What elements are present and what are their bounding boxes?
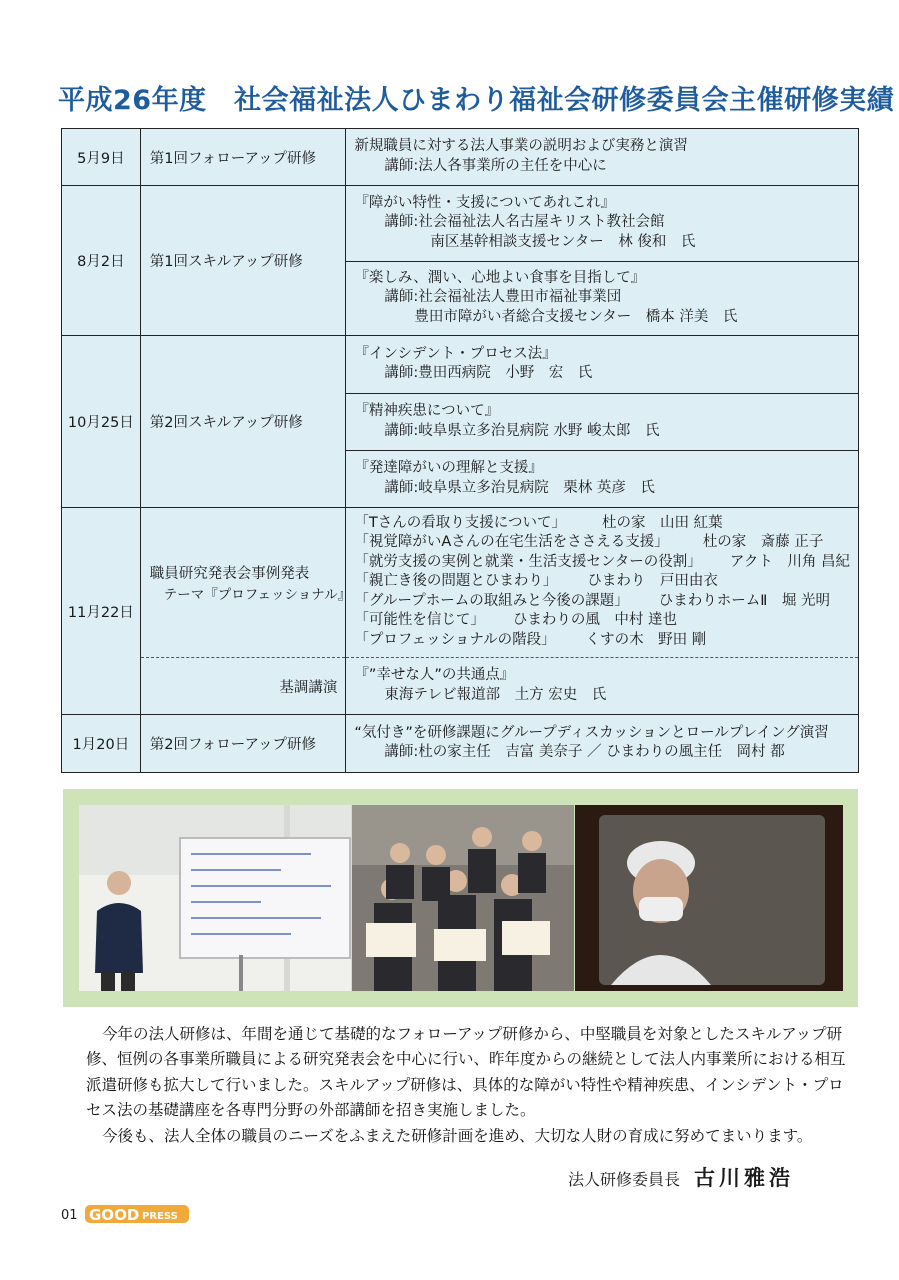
presentation-item bbox=[354, 611, 850, 631]
table-row bbox=[62, 508, 859, 658]
lecture-photo bbox=[79, 805, 351, 991]
lecturer-line: 講師:豊田西病院 小野 宏 氏 bbox=[384, 365, 593, 381]
presentation-item bbox=[354, 631, 850, 651]
training-name-cell bbox=[140, 508, 352, 658]
detail-cell bbox=[346, 715, 859, 773]
detail-cell bbox=[346, 451, 859, 508]
date-cell: 10月25日 bbox=[62, 336, 141, 508]
lecture-title: 『”幸せな人”の共通点』 bbox=[354, 667, 515, 683]
presenter: ひまわりホームⅡ 堀 光明 bbox=[658, 592, 830, 609]
lecturer-line: 東海テレビ報道部 土方 宏史 氏 bbox=[384, 686, 607, 703]
lecturer-line: 講師:社会福祉法人名古屋キリスト教社会館 bbox=[384, 214, 665, 231]
presentation-list bbox=[346, 508, 859, 658]
detail-line: “気付き”を研修課題にグループディスカッションとロールプレイング演習 bbox=[354, 724, 829, 741]
detail-cell bbox=[346, 129, 859, 186]
date-cell: 5月9日 bbox=[62, 129, 141, 186]
training-schedule-table bbox=[61, 128, 859, 773]
detail-cell bbox=[346, 262, 859, 336]
presentation-topic: 「プロフェッショナルの階段」 bbox=[354, 631, 556, 648]
keynote-label: 基調講演 bbox=[140, 658, 346, 715]
signature-role: 法人研修委員長 bbox=[568, 1170, 681, 1189]
video-screen-photo bbox=[575, 805, 843, 991]
date-cell: 1月20日 bbox=[62, 715, 141, 773]
group-photo bbox=[352, 805, 574, 991]
presenter: くすの木 野田 剛 bbox=[585, 631, 707, 648]
paragraph: 今後も、法人全体の職員のニーズをふまえた研修計画を進め、大切な人財の育成に努めてまいります。 bbox=[102, 1126, 813, 1145]
presentation-item bbox=[354, 514, 850, 534]
detail-cell bbox=[346, 658, 859, 715]
presenter: ひまわり 戸田由衣 bbox=[587, 573, 718, 590]
training-name-cell: 第1回スキルアップ研修 bbox=[140, 186, 346, 336]
detail-line: 新規職員に対する法人事業の説明および実務と演習 bbox=[354, 138, 688, 154]
lecturer-line: 講師:岐阜県立多治見病院 水野 峻太郎 氏 bbox=[384, 422, 660, 439]
lecture-title: 『楽しみ、潤い、心地よい食事を目指して』 bbox=[354, 269, 646, 286]
lecturer-line: 講師:法人各事業所の主任を中心に bbox=[384, 157, 607, 174]
presenter: ひまわりの風 中村 達也 bbox=[512, 612, 677, 629]
lecture-title: 『障がい特性・支援についてあれこれ』 bbox=[354, 194, 616, 211]
training-name-cell: 第1回フォローアップ研修 bbox=[140, 129, 346, 186]
presentation-topic: 「可能性を信じて」 bbox=[354, 612, 485, 629]
session-theme: テーマ『プロフェッショナル』 bbox=[163, 587, 352, 603]
training-name-cell: 第2回スキルアップ研修 bbox=[140, 336, 346, 508]
presentation-topic: 「Tさんの看取り支援について」 bbox=[354, 514, 566, 531]
group-figures bbox=[352, 805, 574, 991]
paragraph: 今年の法人研修は、年間を通じて基礎的なフォローアップ研修から、中堅職員を対象としたスキルアップ研修、恒例の各事業所職員による研究発表会を中心に行い、昨年度からの継続として法人内事業所における相互派遣研修も拡大して行いました。スキルアップ研修は、具体的な障がい特性や精神疾患、インシデント・プロセス法の基礎講座を各専門分野の外部講師を招き実施しました。 bbox=[86, 1025, 846, 1120]
detail-cell bbox=[346, 394, 859, 451]
detail-cell bbox=[346, 186, 859, 262]
screen-person bbox=[575, 805, 843, 991]
table-row bbox=[62, 129, 859, 186]
presentation-topic: 「視覚障がいAさんの在宅生活をささえる支援」 bbox=[354, 534, 669, 551]
presentation-topic: 「就労支援の実例と就業・生活支援センターの役割」 bbox=[354, 553, 702, 570]
presentation-topic: 「親亡き後の問題とひまわり」 bbox=[354, 573, 558, 590]
session-title: 職員研究発表会事例発表 bbox=[149, 566, 310, 582]
lecture-title: 『インシデント・プロセス法』 bbox=[354, 345, 557, 362]
presentation-item bbox=[354, 553, 850, 573]
signature bbox=[568, 1162, 794, 1192]
table-row bbox=[62, 186, 859, 262]
table-row bbox=[62, 658, 859, 715]
lecturer-line: 講師:岐阜県立多治見病院 栗林 英彦 氏 bbox=[384, 479, 655, 496]
lecturer-line: 講師:社会福祉法人豊田市福祉事業団 bbox=[384, 289, 622, 306]
lecture-title: 『発達障がいの理解と支援』 bbox=[354, 460, 543, 476]
presenter: 杜の家 山田 紅葉 bbox=[601, 514, 723, 531]
presenter: アクト 川角 昌紀 bbox=[729, 553, 850, 570]
whiteboard bbox=[179, 837, 351, 959]
date-cell: 11月22日 bbox=[62, 508, 141, 715]
good-press-logo bbox=[85, 1202, 189, 1226]
presentation-item bbox=[354, 533, 850, 553]
lecturer-line: 南区基幹相談支援センター 林 俊和 氏 bbox=[430, 233, 696, 250]
presenter: 杜の家 斎藤 正子 bbox=[702, 534, 824, 551]
lecturer-line: 講師:杜の家主任 吉富 美奈子 ／ ひまわりの風主任 岡村 都 bbox=[384, 744, 785, 760]
report-body bbox=[86, 1022, 846, 1149]
presenter-figure bbox=[89, 863, 147, 991]
presentation-item bbox=[354, 572, 850, 592]
page-number: 01 bbox=[61, 1208, 78, 1223]
training-name-cell: 第2回フォローアップ研修 bbox=[140, 715, 346, 773]
detail-cell bbox=[346, 336, 859, 394]
signature-name: 古川雅浩 bbox=[694, 1165, 795, 1190]
date-cell: 8月2日 bbox=[62, 186, 141, 336]
svg-text:PRESS: PRESS bbox=[142, 1211, 178, 1222]
table-row bbox=[62, 715, 859, 773]
presentation-topic: 「グループホームの取組みと今後の課題」 bbox=[354, 592, 629, 609]
page-title: 平成26年度 社会福祉法人ひまわり福祉会研修委員会主催研修実績 bbox=[58, 85, 895, 116]
svg-text:GOOD: GOOD bbox=[89, 1206, 140, 1224]
presentation-item bbox=[354, 592, 850, 612]
lecture-title: 『精神疾患について』 bbox=[354, 403, 500, 419]
table-row bbox=[62, 336, 859, 394]
lecturer-line: 豊田市障がい者総合支援センター 橋本 洋美 氏 bbox=[414, 308, 738, 325]
